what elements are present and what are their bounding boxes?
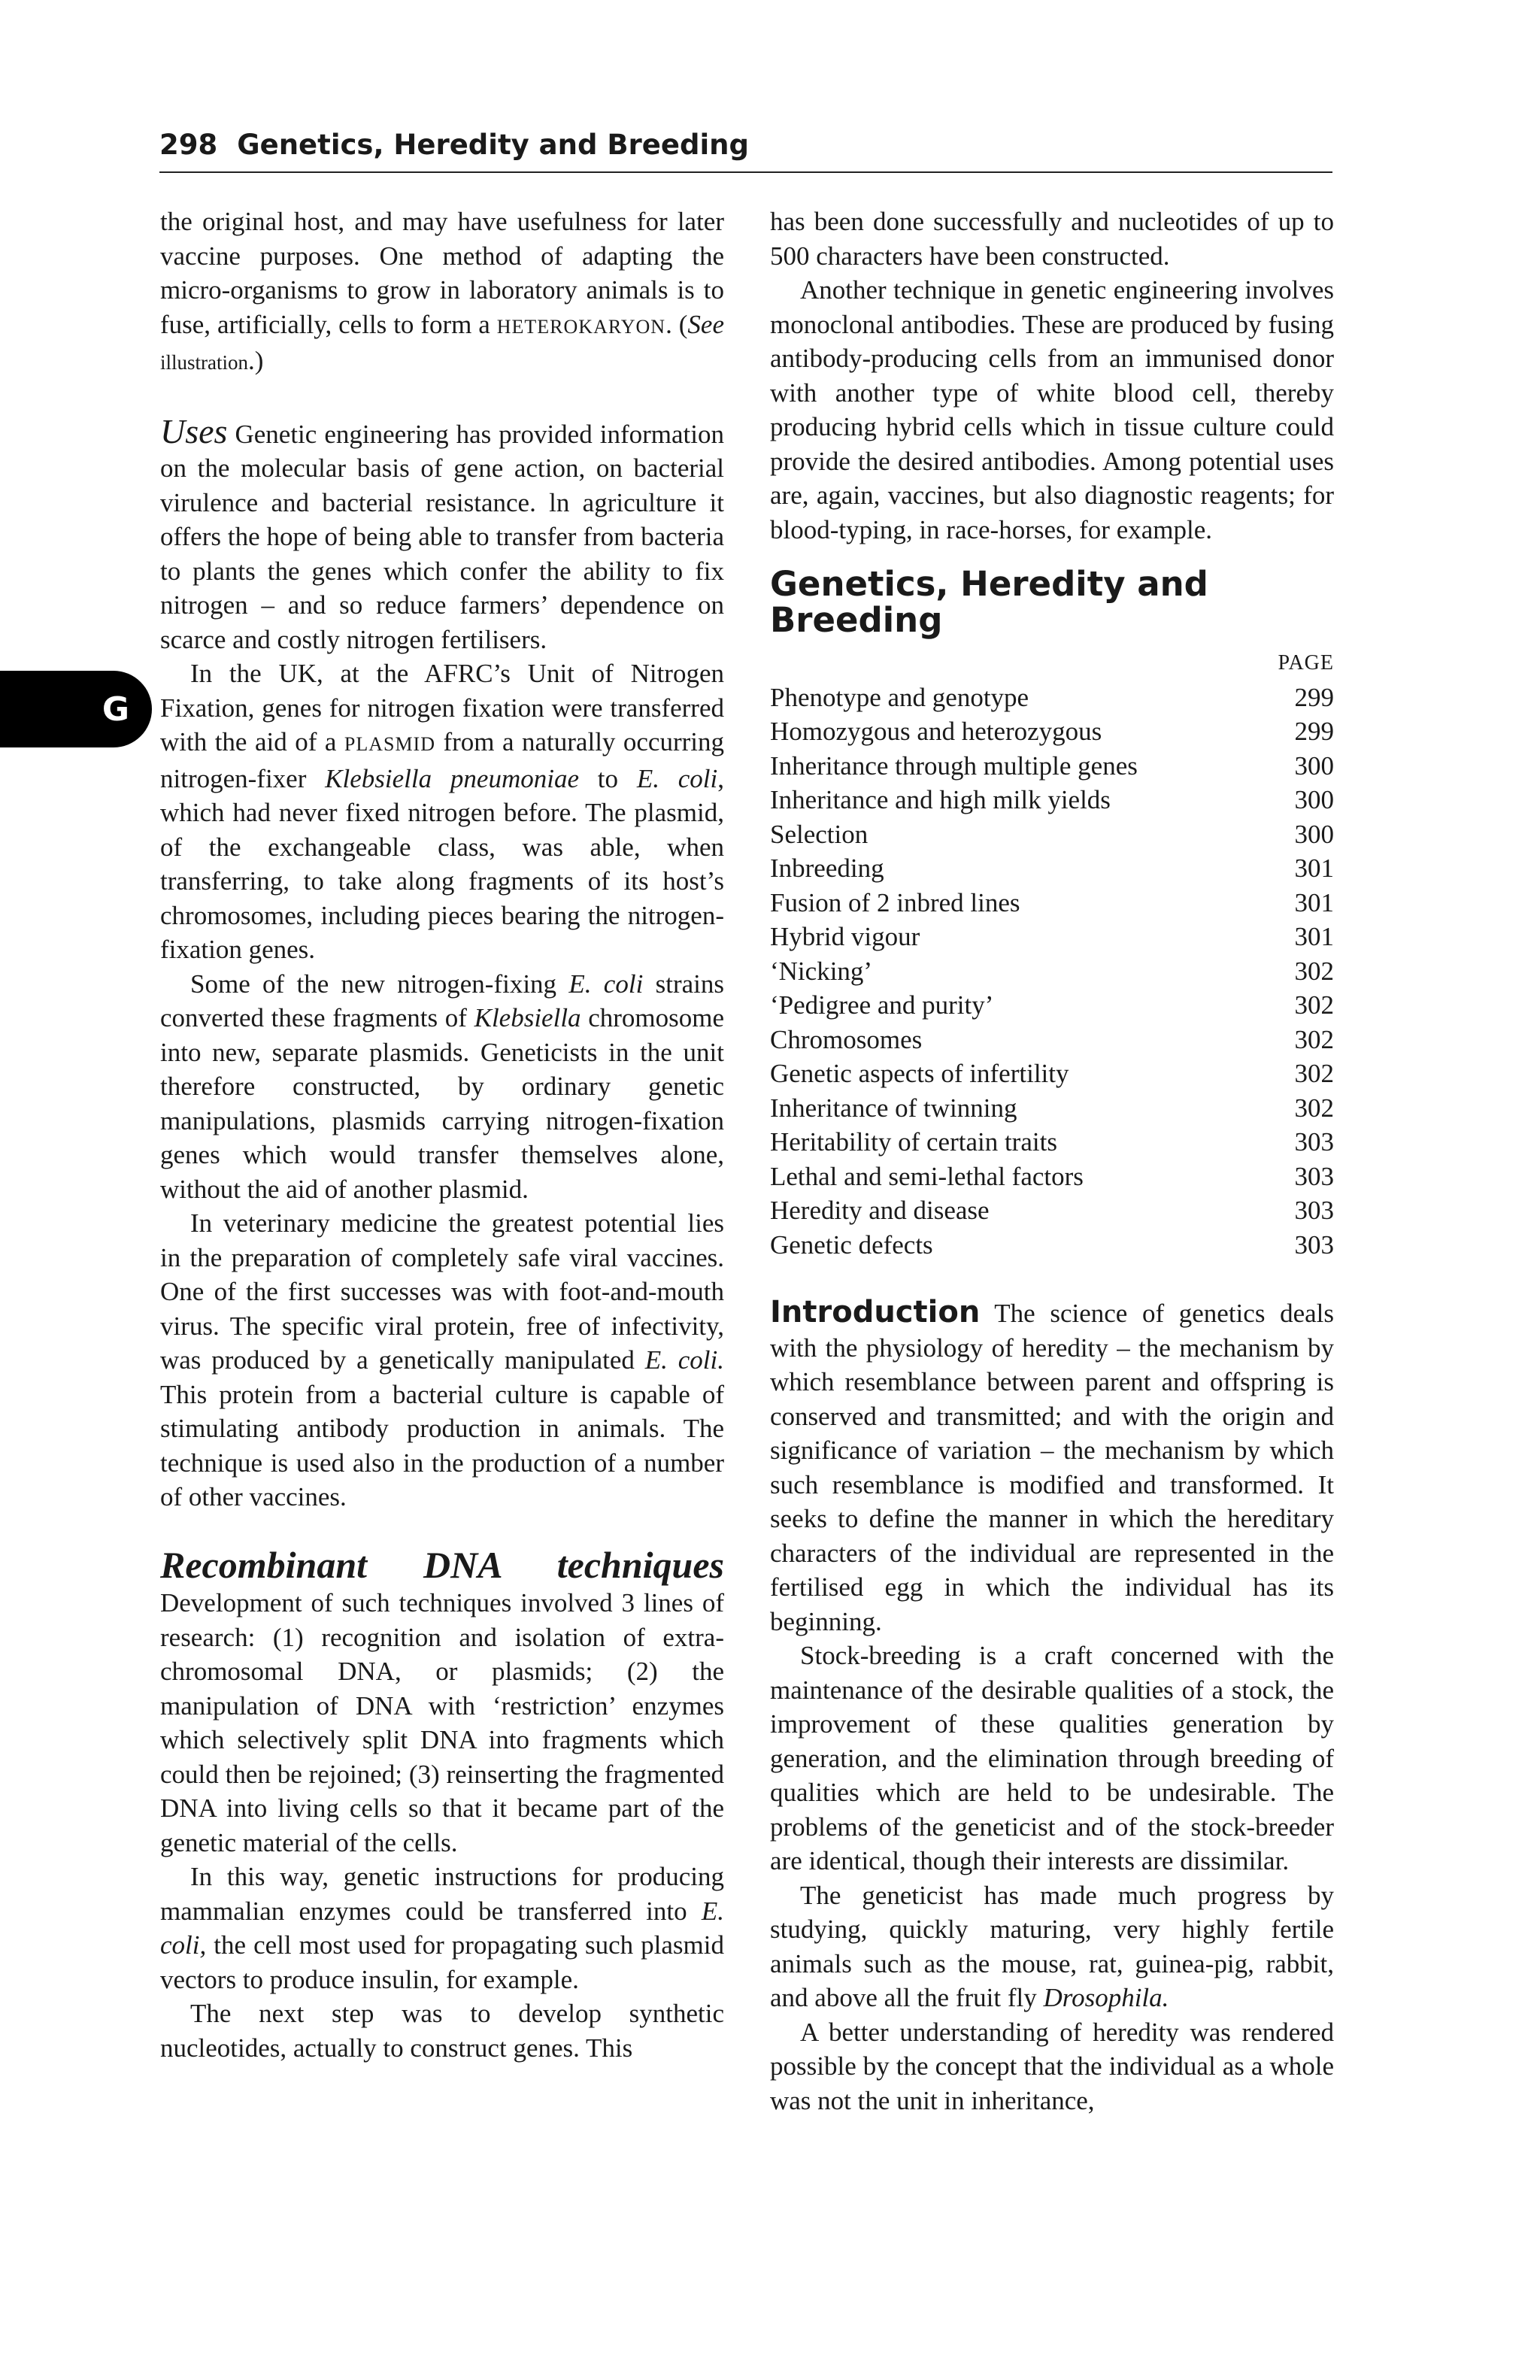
toc-entry-page: 301 <box>1294 853 1334 883</box>
toc-entry-title: Inbreeding <box>770 853 884 883</box>
toc-entry[interactable] <box>770 1125 1334 1160</box>
toc-entry-title: Homozygous and heterozygous <box>770 717 1102 746</box>
toc-entry[interactable] <box>770 1023 1334 1057</box>
running-title: Genetics, Heredity and Breeding <box>237 129 749 161</box>
header-rule <box>159 171 1332 173</box>
paragraph-veterinary: In veterinary medicine the greatest potential lies in the preparation of completely safe viral vaccines. One of the first successes was with foot-and-mouth virus. The specific viral protein, free of infectivity, was produced by a genetically manipulated E. coli. This protein from a bacterial culture is capable of stimulating antibody production in animals. The technique is used also in the production of a number of other vaccines. <box>160 1208 724 1511</box>
paragraph-heterokaryon: the original host, and may have usefulness for later vaccine purposes. One method of adapting the micro-organisms to grow in laboratory animals is to fuse, artificially, cells to form a HETEROKARYON. (See illustration.) <box>160 207 724 375</box>
section-title: Genetics, Heredity and Breeding <box>770 564 1208 640</box>
paragraph-stock-breeding: Stock-breeding is a craft concerned with the maintenance of the desirable qualities of a stock, the improvement of these qualities generation by generation, and the elimination through breeding of qualities which are held to be undesirable. The problems of the geneticist and of the stock-breeder are identical, though their interests are dissimilar. <box>770 1641 1334 1875</box>
toc-entry[interactable] <box>770 1193 1334 1228</box>
toc-entry-title: Genetic aspects of infertility <box>770 1059 1069 1088</box>
toc-entry-title: Inheritance and high milk yields <box>770 785 1111 814</box>
toc-entry-page: 302 <box>1294 1024 1334 1054</box>
paragraph-nucleotides-continued: has been done successfully and nucleotides of up to 500 characters have been constructed. <box>770 207 1334 271</box>
toc-entry-title: Fusion of 2 inbred lines <box>770 887 1020 917</box>
toc-entry-page: 302 <box>1294 956 1334 986</box>
toc-entry-page: 300 <box>1294 785 1334 814</box>
toc-entry-page: 301 <box>1294 887 1334 917</box>
toc-entry-title: Phenotype and genotype <box>770 682 1029 712</box>
runin-heading-recombinant: Recombinant DNA techniques <box>160 1543 724 1586</box>
toc-entry[interactable] <box>770 714 1334 749</box>
paragraph-better-understanding: A better understanding of heredity was rendered possible by the concept that the individual as a whole was not the unit in inheritance, <box>770 2017 1334 2115</box>
thumb-tab-letter: G <box>102 690 129 729</box>
page-number: 298 <box>159 129 218 161</box>
toc-entry[interactable] <box>770 1091 1334 1126</box>
thumb-index-tab <box>0 671 152 747</box>
toc-entry-title: Lethal and semi-lethal factors <box>770 1161 1084 1191</box>
toc-entry-page: 302 <box>1294 1093 1334 1123</box>
runin-heading-uses: Uses <box>160 411 228 450</box>
toc-entry-title: Selection <box>770 819 869 849</box>
toc-entry-page: 299 <box>1294 717 1334 746</box>
toc-entry[interactable] <box>770 1057 1334 1091</box>
crossref-heterokaryon[interactable]: HETEROKARYON <box>496 315 666 338</box>
toc-entry-page: 303 <box>1294 1196 1334 1225</box>
running-head <box>159 126 1332 164</box>
toc-entry-page: 303 <box>1294 1229 1334 1260</box>
toc-entry[interactable] <box>770 954 1334 989</box>
paragraph-genetic-instructions: In this way, genetic instructions for producing mammalian enzymes could be transferred into E. coli, the cell most used for propagating such plasmid vectors to produce insulin, for example. <box>160 1862 724 1994</box>
toc-entry[interactable] <box>770 1160 1334 1194</box>
paragraph-nitrogen-fixation: In the UK, at the AFRC’s Unit of Nitrogen Fixation, genes for nitrogen fixation were transferred with the aid of a PLASMID from a naturally occurring nitrogen-fixer Klebsiella pneumoniae to E. coli, which had never fixed nitrogen before. The plasmid, of the exchangeable class, was able, when transferring, to take along fragments of its host’s chromosomes, including pieces bearing the nitrogen-fixation genes. <box>160 659 725 964</box>
toc-entry[interactable] <box>770 817 1334 852</box>
toc-entry-page: 302 <box>1294 990 1334 1020</box>
paragraph-uses: Uses Genetic engineering has provided information on the molecular basis of gene action, on bacterial virulence and bacterial resistance. ln agriculture it offers the hope of being able to transfer from bacteria to plants the genes which confer the ability to fix nitrogen – and so reduce farmers’ dependence on scarce and costly nitrogen fertilisers. <box>160 411 724 654</box>
toc-entry-page: 300 <box>1294 750 1334 781</box>
paragraph-recombinant-dna: Recombinant DNA techniques Development of such techniques involved 3 lines of research: (1) recognition and isolation of extra-chromosomal DNA, or plasmids; (2) the manipulation of DNA with ‘restriction’ enzymes which selectively split DNA into fragments which could then be rejoined; (3) reinserting the fragmented DNA into living cells so that it became part of the genetic material of the cells. <box>160 1543 724 1857</box>
toc-entry[interactable] <box>770 1228 1334 1263</box>
paragraph-geneticist-progress: The geneticist has made much progress by studying, quickly maturing, very highly fertile animals such as the mouse, rat, guinea-pig, rabbit, and above all the fruit fly Drosophila. <box>770 1880 1334 2012</box>
toc-entry-title: Genetic defects <box>770 1229 933 1260</box>
toc-entry-title: ‘Pedigree and purity’ <box>770 990 994 1020</box>
toc-entry-title: Heredity and disease <box>770 1196 990 1225</box>
runin-heading-introduction: Introduction <box>770 1295 981 1329</box>
toc-entry-page: 301 <box>1294 922 1334 951</box>
crossref-plasmid[interactable]: PLASMID <box>344 733 435 755</box>
table-of-contents <box>770 681 1334 1263</box>
left-column <box>160 205 724 2065</box>
toc-entry[interactable] <box>770 749 1334 784</box>
toc-entry-page: 303 <box>1294 1127 1334 1157</box>
toc-entry-page: 299 <box>1294 682 1334 712</box>
toc-entry-title: ‘Nicking’ <box>770 956 873 986</box>
toc-entry[interactable] <box>770 920 1334 954</box>
paragraph-monoclonal: Another technique in genetic engineering involves monoclonal antibodies. These are produced by fusing antibody-producing cells from an immunised donor with another type of white blood cell, thereby producing hybrid cells which in tissue culture could provide the desired antibodies. Among potential uses are, again, vaccines, but also diagnostic reagents; for blood-typing, in race-horses, for example. <box>770 275 1334 544</box>
paragraph-synthetic-nucleotides: The next step was to develop synthetic nucleotides, actually to construct genes. This <box>160 1999 724 2063</box>
toc-entry-title: Inheritance of twinning <box>770 1093 1017 1123</box>
toc-entry[interactable] <box>770 988 1334 1023</box>
paragraph-new-strains: Some of the new nitrogen-fixing E. coli strains converted these fragments of Klebsiella chromosome into new, separate plasmids. Geneticists in the unit therefore constructed, by ordinary genetic manipulations, plasmids carrying nitrogen-fixation genes which would transfer themselves alone, without the aid of another plasmid. <box>160 969 724 1204</box>
toc-entry[interactable] <box>770 783 1334 817</box>
toc-entry[interactable] <box>770 681 1334 715</box>
toc-entry-title: Heritability of certain traits <box>770 1127 1057 1157</box>
toc-entry-page: 303 <box>1294 1161 1334 1191</box>
toc-entry[interactable] <box>770 886 1334 920</box>
toc-entry-page: 300 <box>1294 819 1334 849</box>
toc-entry[interactable] <box>770 851 1334 886</box>
paragraph-introduction: Introduction The science of genetics deals with the physiology of heredity – the mechanism by which resemblance between parent and offspring is conserved and transmitted; and with the origin and significance of variation – the mechanism by which such resemblance is modified and transformed. It seeks to define the manner in which the hereditary characters of the individual are represented in the fertilised egg in which the individual has its beginning. <box>770 1295 1334 1636</box>
toc-entry-title: Chromosomes <box>770 1024 923 1054</box>
toc-entry-title: Inheritance through multiple genes <box>770 750 1138 781</box>
toc-entry-title: Hybrid vigour <box>770 922 920 951</box>
right-column <box>770 205 1334 2118</box>
toc-entry-page: 302 <box>1294 1059 1334 1088</box>
toc-page-header: PAGE <box>1278 651 1334 675</box>
